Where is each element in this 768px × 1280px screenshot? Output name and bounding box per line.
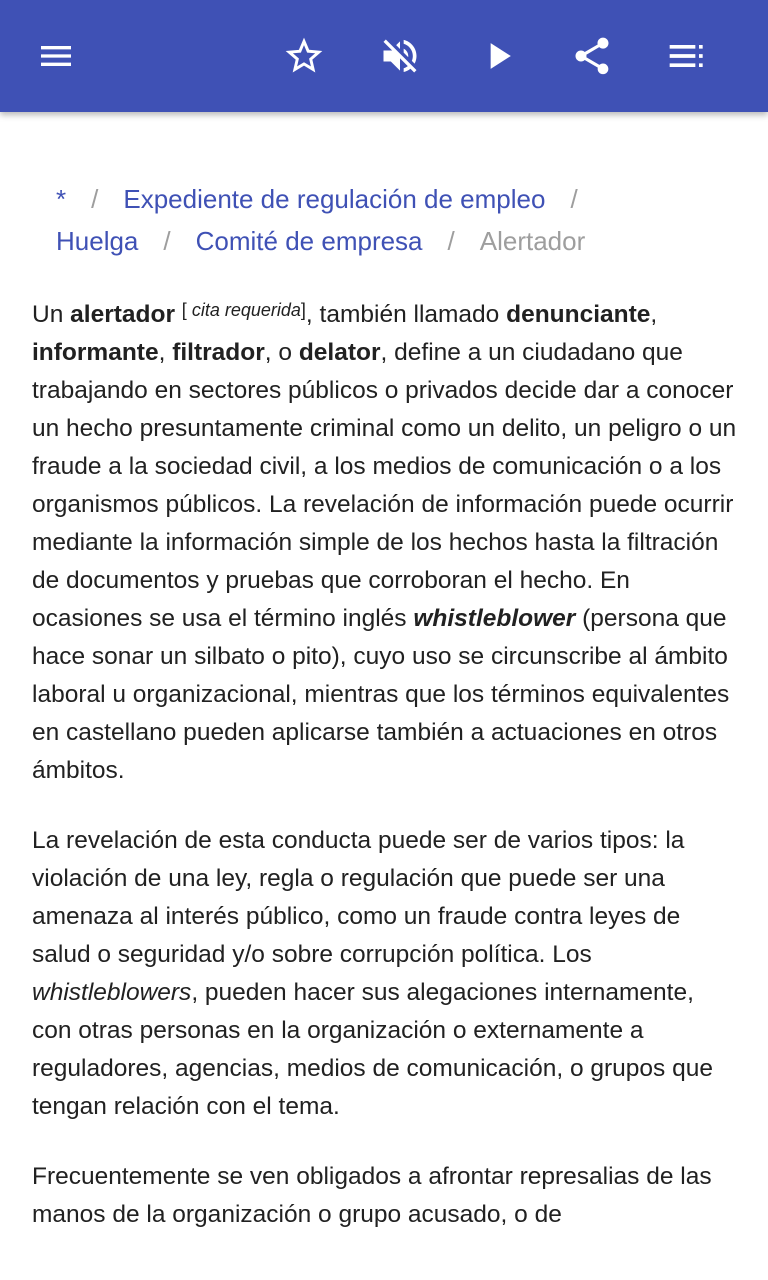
term-informante: informante <box>32 339 159 366</box>
breadcrumb-item-comite[interactable]: Comité de empresa <box>195 226 423 256</box>
breadcrumb-current: Alertador <box>479 226 586 256</box>
article-content <box>0 112 768 1280</box>
text: , o <box>264 339 299 366</box>
term-alertador: alertador <box>70 301 175 328</box>
play-icon[interactable] <box>470 28 526 84</box>
paragraph-2 <box>32 822 740 1126</box>
paragraph-3 <box>32 1158 740 1234</box>
term-filtrador: filtrador <box>172 339 265 366</box>
breadcrumb-item-expediente[interactable]: Expediente de regulación de empleo <box>123 184 546 214</box>
app-toolbar <box>0 0 768 112</box>
text: (persona que hace sonar un silbato o pito), cuyo uso se circunscribe al ámbito laboral u organizacional, mientras que los términos equivalentes en castellano pueden aplicarse también a actuaciones en otros ámbitos. <box>32 605 730 784</box>
text: La revelación de esta conducta puede ser de varios tipos: la violación de una ley, regla o regulación que puede ser una amenaza al interés público, como un fraude contra leyes de salud o seguridad y/o sobre corrupción política. Los <box>32 827 685 968</box>
paragraph-1 <box>32 296 740 790</box>
text: , también llamado <box>305 301 507 328</box>
text: Frecuentemente se ven obligados a afrontar represalias de las manos de la organización o grupo acusado, o de <box>32 1163 712 1228</box>
citation-text: cita requerida <box>191 300 301 320</box>
breadcrumb-separator: / <box>163 226 171 256</box>
breadcrumb-item-root[interactable]: * <box>56 184 67 214</box>
breadcrumb-separator: / <box>91 184 99 214</box>
citation-needed[interactable] <box>182 300 306 320</box>
text: , <box>158 339 173 366</box>
term-denunciante: denunciante <box>506 301 651 328</box>
star-outline-icon[interactable] <box>276 28 332 84</box>
share-icon[interactable] <box>564 28 620 84</box>
breadcrumb-separator: / <box>447 226 455 256</box>
breadcrumb-separator: / <box>570 184 578 214</box>
list-icon[interactable] <box>660 28 716 84</box>
text: , <box>650 301 658 328</box>
breadcrumb <box>56 178 746 262</box>
text: Un <box>32 301 71 328</box>
term-delator: delator <box>298 339 381 366</box>
term-whistleblower: whistleblower <box>413 605 576 632</box>
text: , pueden hacer sus alegaciones internamente, con otras personas en la organización o externamente a reguladores, agencias, medios de comunicación, o grupos que tengan relación con el tema. <box>32 979 713 1120</box>
article-body <box>32 296 740 1266</box>
bracket: [ <box>181 300 187 320</box>
bracket: ] <box>300 300 306 320</box>
menu-icon[interactable] <box>28 28 84 84</box>
term-whistleblowers: whistleblowers <box>32 979 192 1006</box>
volume-off-icon[interactable] <box>372 28 428 84</box>
breadcrumb-item-huelga[interactable]: Huelga <box>56 226 139 256</box>
text: , define a un ciudadano que trabajando en sectores públicos o privados decide dar a conocer un hecho presuntamente criminal como un delito, un peligro o un fraude a la sociedad civil, a los medios de comunicación o a los organismos públicos. La revelación de información puede ocurrir mediante la información simple de los hechos hasta la filtración de documentos y pruebas que corroboran el hecho. En ocasiones se usa el término inglés <box>32 339 737 632</box>
